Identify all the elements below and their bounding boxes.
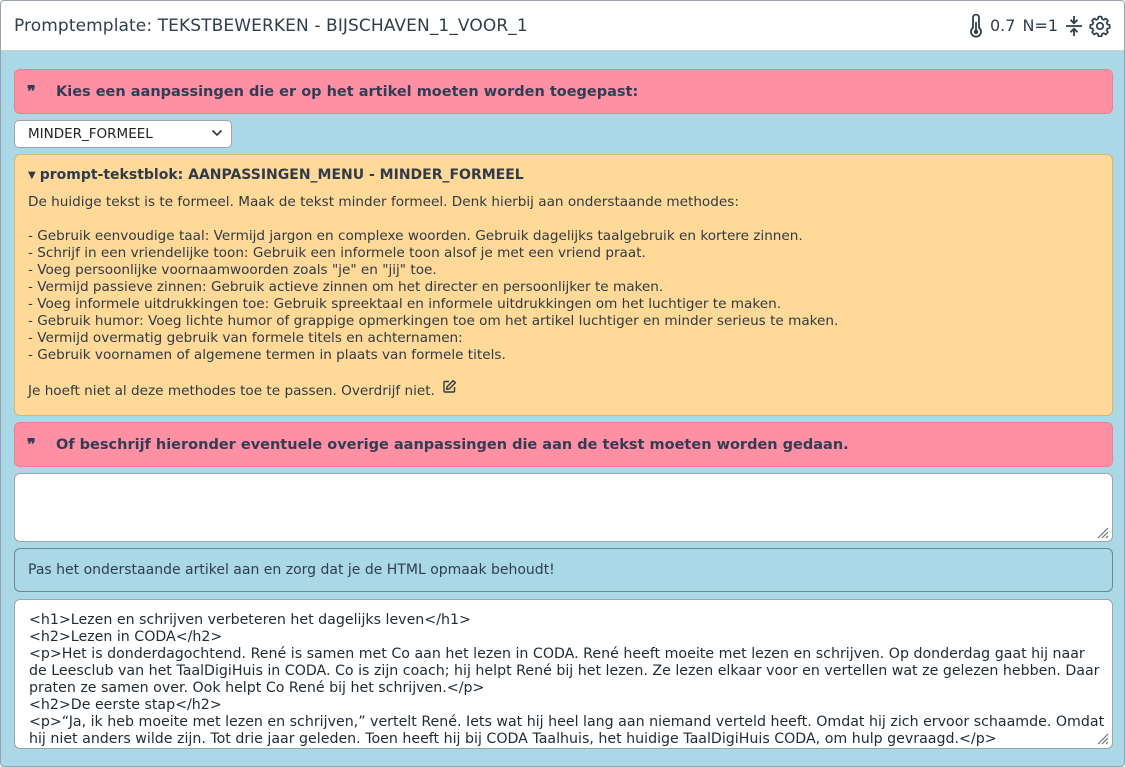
- article-line: <h1>Lezen en schrijven verbeteren het dagelijks leven</h1>: [29, 612, 471, 628]
- article-textarea[interactable]: [14, 599, 1113, 749]
- article-line: <p>Het is donderdagochtend. René is samen met Co aan het lezen in CODA. René heeft moeite met lezen en schrijven. Op donderdag gaat hij naar: [29, 646, 1085, 662]
- prompt-intro: De huidige tekst is te formeel. Maak de tekst minder formeel. Denk hierbij aan onderstaande methodes:: [28, 194, 739, 210]
- page-title: Promptemplate: TEKSTBEWERKEN - BIJSCHAVEN_1_VOOR_1: [14, 15, 528, 36]
- prompt-item: - Gebruik eenvoudige taal: Vermijd jargon en complexe woorden. Gebruik dagelijks taalgebruik en kortere zinnen.: [28, 228, 803, 244]
- instruction-text: Pas het onderstaande artikel aan en zorg dat je de HTML opmaak behoudt!: [28, 562, 555, 578]
- chevron-down-icon: [211, 126, 223, 142]
- header-tools: [967, 14, 1112, 38]
- article-line: <h2>Lezen in CODA</h2>: [29, 629, 223, 645]
- prompt-block-title[interactable]: ▼ prompt-tekstblok: AANPASSINGEN_MENU - MINDER_FORMEEL: [28, 167, 524, 183]
- prompt-text-block: [14, 154, 1113, 416]
- prompt-item: - Gebruik voornamen of algemene termen in plaats van formele titels.: [28, 347, 506, 363]
- gear-icon[interactable]: [1088, 14, 1112, 38]
- prompt-item: - Vermijd overmatig gebruik van formele titels en achternamen:: [28, 330, 463, 346]
- prompt-closing: Je hoeft niet al deze methodes toe te passen. Overdrijf niet.: [28, 381, 1098, 398]
- collapse-icon[interactable]: [1063, 14, 1085, 38]
- question-other-adjustments: [14, 422, 1113, 467]
- prompt-item: - Gebruik humor: Voeg lichte humor of grappige opmerkingen toe om het artikel luchtiger en minder serieus te maken.: [28, 313, 839, 329]
- article-line: praten ze samen over. Ook helpt Co René bij het schrijven.</p>: [29, 680, 485, 696]
- prompt-item: - Voeg informele uitdrukkingen toe: Gebruik spreektaal en informele uitdrukkingen om het luchtiger te maken.: [28, 296, 782, 312]
- panel-header: [1, 1, 1124, 51]
- article-line: <p>“Ja, ik heb moeite met lezen en schrijven,” vertelt René. Iets wat hij heel lang aan niemand verteld heeft. Omdat hij zich ervoor schaamde. Omdat: [29, 714, 1105, 730]
- resize-handle-icon[interactable]: [1095, 524, 1109, 538]
- question-choose-adjustments: [14, 69, 1113, 114]
- prompt-item: - Schrijf in een vriendelijke toon: Gebruik een informele toon alsof je met een vriend praat.: [28, 245, 646, 261]
- quote-icon: ❞: [27, 82, 35, 101]
- question-text: Of beschrijf hieronder eventuele overige aanpassingen die aan de tekst moeten worden gedaan.: [56, 436, 849, 453]
- thermometer-icon[interactable]: [967, 14, 985, 38]
- instruction-note: [14, 548, 1113, 592]
- article-line: hij niet anders wilde zijn. Tot drie jaar geleden. Toen heeft hij bij CODA Taalhuis, het huidige TaalDigiHuis CODA, om hulp gevraagd.</p>: [29, 731, 997, 747]
- adjustment-select[interactable]: [14, 120, 232, 148]
- temperature-value: 0.7: [989, 16, 1016, 35]
- n-value: N=1: [1022, 16, 1058, 35]
- article-line: <h2>De eerste stap</h2>: [29, 697, 222, 713]
- question-text: Kies een aanpassingen die er op het artikel moeten worden toegepast:: [56, 83, 639, 100]
- edit-icon[interactable]: [442, 379, 457, 399]
- extra-adjustments-input[interactable]: [14, 473, 1113, 542]
- caret-down-icon: ▼: [28, 170, 36, 181]
- prompt-item: - Vermijd passieve zinnen: Gebruik actieve zinnen om het directer en persoonlijker te maken.: [28, 279, 664, 295]
- prompt-item: - Voeg persoonlijke voornaamwoorden zoals "je" en "jij" toe.: [28, 262, 437, 278]
- resize-handle-icon[interactable]: [1095, 731, 1109, 745]
- quote-icon: ❞: [27, 435, 35, 454]
- article-line: de Leesclub van het TaalDigiHuis in CODA. Co is zijn coach; hij helpt René bij het lezen. Ze lezen elkaar voor en vertellen wat ze gelezen hebben. Daar: [29, 663, 1100, 679]
- select-value: MINDER_FORMEEL: [28, 126, 153, 142]
